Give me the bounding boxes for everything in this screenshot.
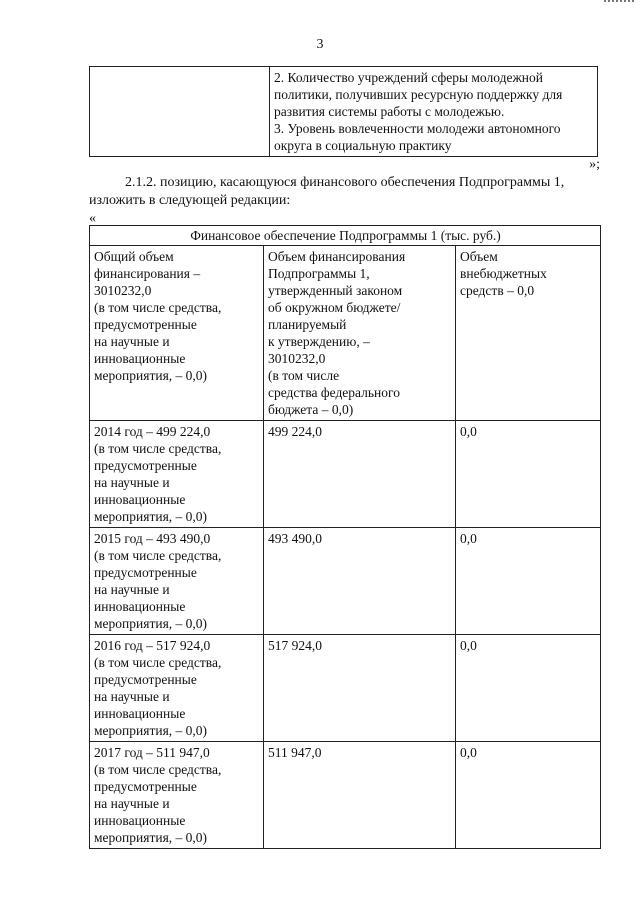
- header-budget-line: к утверждению, –: [268, 334, 370, 349]
- year-note-line: мероприятия, – 0,0): [94, 830, 208, 845]
- year-note-line: инновационные: [94, 599, 186, 614]
- year-total: 2017 год – 511 947,0: [94, 745, 210, 760]
- year-note-line: предусмотренные: [94, 779, 197, 794]
- year-total: 2016 год – 517 924,0: [94, 638, 211, 653]
- year-note-line: мероприятия, – 0,0): [94, 723, 208, 738]
- financing-row-2017: [90, 742, 601, 849]
- year-total-cell: [90, 742, 264, 849]
- indicators-row: [90, 67, 598, 157]
- year-note-line: предусмотренные: [94, 672, 197, 687]
- amendment-paragraph: [89, 174, 609, 210]
- opening-quote: «: [89, 211, 96, 226]
- indicator-line: 2. Количество учреждений сферы молодежной: [274, 70, 543, 85]
- header-total-line: предусмотренные: [94, 317, 197, 332]
- year-note-line: (в том числе средства,: [94, 762, 222, 777]
- financing-row-2015: [90, 528, 601, 635]
- indicators-left-cell: [90, 67, 270, 157]
- header-total-line: на научные и: [94, 334, 170, 349]
- header-extrabudget-line: средств – 0,0: [460, 283, 535, 298]
- year-note-line: мероприятия, – 0,0): [94, 509, 208, 524]
- year-total-cell: [90, 528, 264, 635]
- year-note-line: на научные и: [94, 689, 170, 704]
- page-number: 3: [316, 37, 324, 52]
- header-budget-line: бюджета – 0,0): [268, 402, 354, 417]
- paragraph-line-2: изложить в следующей редакции:: [89, 193, 291, 208]
- header-budget-cell: [264, 246, 456, 421]
- financing-header-row: [90, 246, 601, 421]
- indicators-table: [89, 66, 598, 157]
- year-total-cell: [90, 421, 264, 528]
- closing-quote: »;: [589, 157, 600, 172]
- header-extrabudget-line: Объем: [460, 249, 498, 264]
- paragraph-line-1: 2.1.2. позицию, касающуюся финансового обеспечения Подпрограммы 1,: [125, 175, 565, 190]
- year-note-line: инновационные: [94, 492, 186, 507]
- financing-title-row: [90, 226, 601, 246]
- header-budget-line: Подпрограммы 1,: [268, 266, 370, 281]
- year-budget-cell: 493 490,0: [264, 528, 456, 635]
- header-total-line: мероприятия, – 0,0): [94, 368, 208, 383]
- financing-table-title: Финансовое обеспечение Подпрограммы 1 (тыс. руб.): [90, 226, 601, 246]
- header-budget-line: средства федерального: [268, 385, 400, 400]
- year-total-cell: [90, 635, 264, 742]
- indicator-line: округа в социальную практику: [274, 138, 452, 153]
- header-budget-line: утвержденный законом: [268, 283, 403, 298]
- year-note-line: инновационные: [94, 813, 186, 828]
- header-budget-line: 3010232,0: [268, 351, 326, 366]
- year-note-line: предусмотренные: [94, 458, 197, 473]
- year-extrabudget-cell: 0,0: [456, 742, 601, 849]
- year-total: 2014 год – 499 224,0: [94, 424, 211, 439]
- header-extrabudget-cell: [456, 246, 601, 421]
- header-budget-line: (в том числе: [268, 368, 340, 383]
- header-total-line: (в том числе средства,: [94, 300, 222, 315]
- year-extrabudget-cell: 0,0: [456, 528, 601, 635]
- header-total-line: Общий объем: [94, 249, 174, 264]
- year-note-line: (в том числе средства,: [94, 655, 222, 670]
- header-budget-line: об окружном бюджете/: [268, 300, 401, 315]
- year-note-line: (в том числе средства,: [94, 548, 222, 563]
- year-note-line: на научные и: [94, 582, 170, 597]
- header-extrabudget-line: внебюджетных: [460, 266, 547, 281]
- financing-row-2014: [90, 421, 601, 528]
- header-total-cell: [90, 246, 264, 421]
- financing-table: [89, 225, 601, 849]
- financing-row-2016: [90, 635, 601, 742]
- year-note-line: на научные и: [94, 796, 170, 811]
- year-budget-cell: 499 224,0: [264, 421, 456, 528]
- header-budget-line: планируемый: [268, 317, 347, 332]
- year-note-line: предусмотренные: [94, 565, 197, 580]
- year-note-line: на научные и: [94, 475, 170, 490]
- year-total: 2015 год – 493 490,0: [94, 531, 211, 546]
- year-budget-cell: 511 947,0: [264, 742, 456, 849]
- year-note-line: мероприятия, – 0,0): [94, 616, 208, 631]
- year-note-line: (в том числе средства,: [94, 441, 222, 456]
- year-extrabudget-cell: 0,0: [456, 421, 601, 528]
- header-total-line: инновационные: [94, 351, 186, 366]
- indicator-line: развития системы работы с молодежью.: [274, 104, 505, 119]
- year-extrabudget-cell: 0,0: [456, 635, 601, 742]
- indicator-line: 3. Уровень вовлеченности молодежи автономного: [274, 121, 561, 136]
- header-total-line: финансирования –: [94, 266, 201, 281]
- header-total-line: 3010232,0: [94, 283, 152, 298]
- scan-corner-mark: [604, 0, 634, 8]
- indicator-line: политики, получивших ресурсную поддержку для: [274, 87, 563, 102]
- indicators-right-cell: [270, 67, 598, 157]
- year-budget-cell: 517 924,0: [264, 635, 456, 742]
- header-budget-line: Объем финансирования: [268, 249, 406, 264]
- year-note-line: инновационные: [94, 706, 186, 721]
